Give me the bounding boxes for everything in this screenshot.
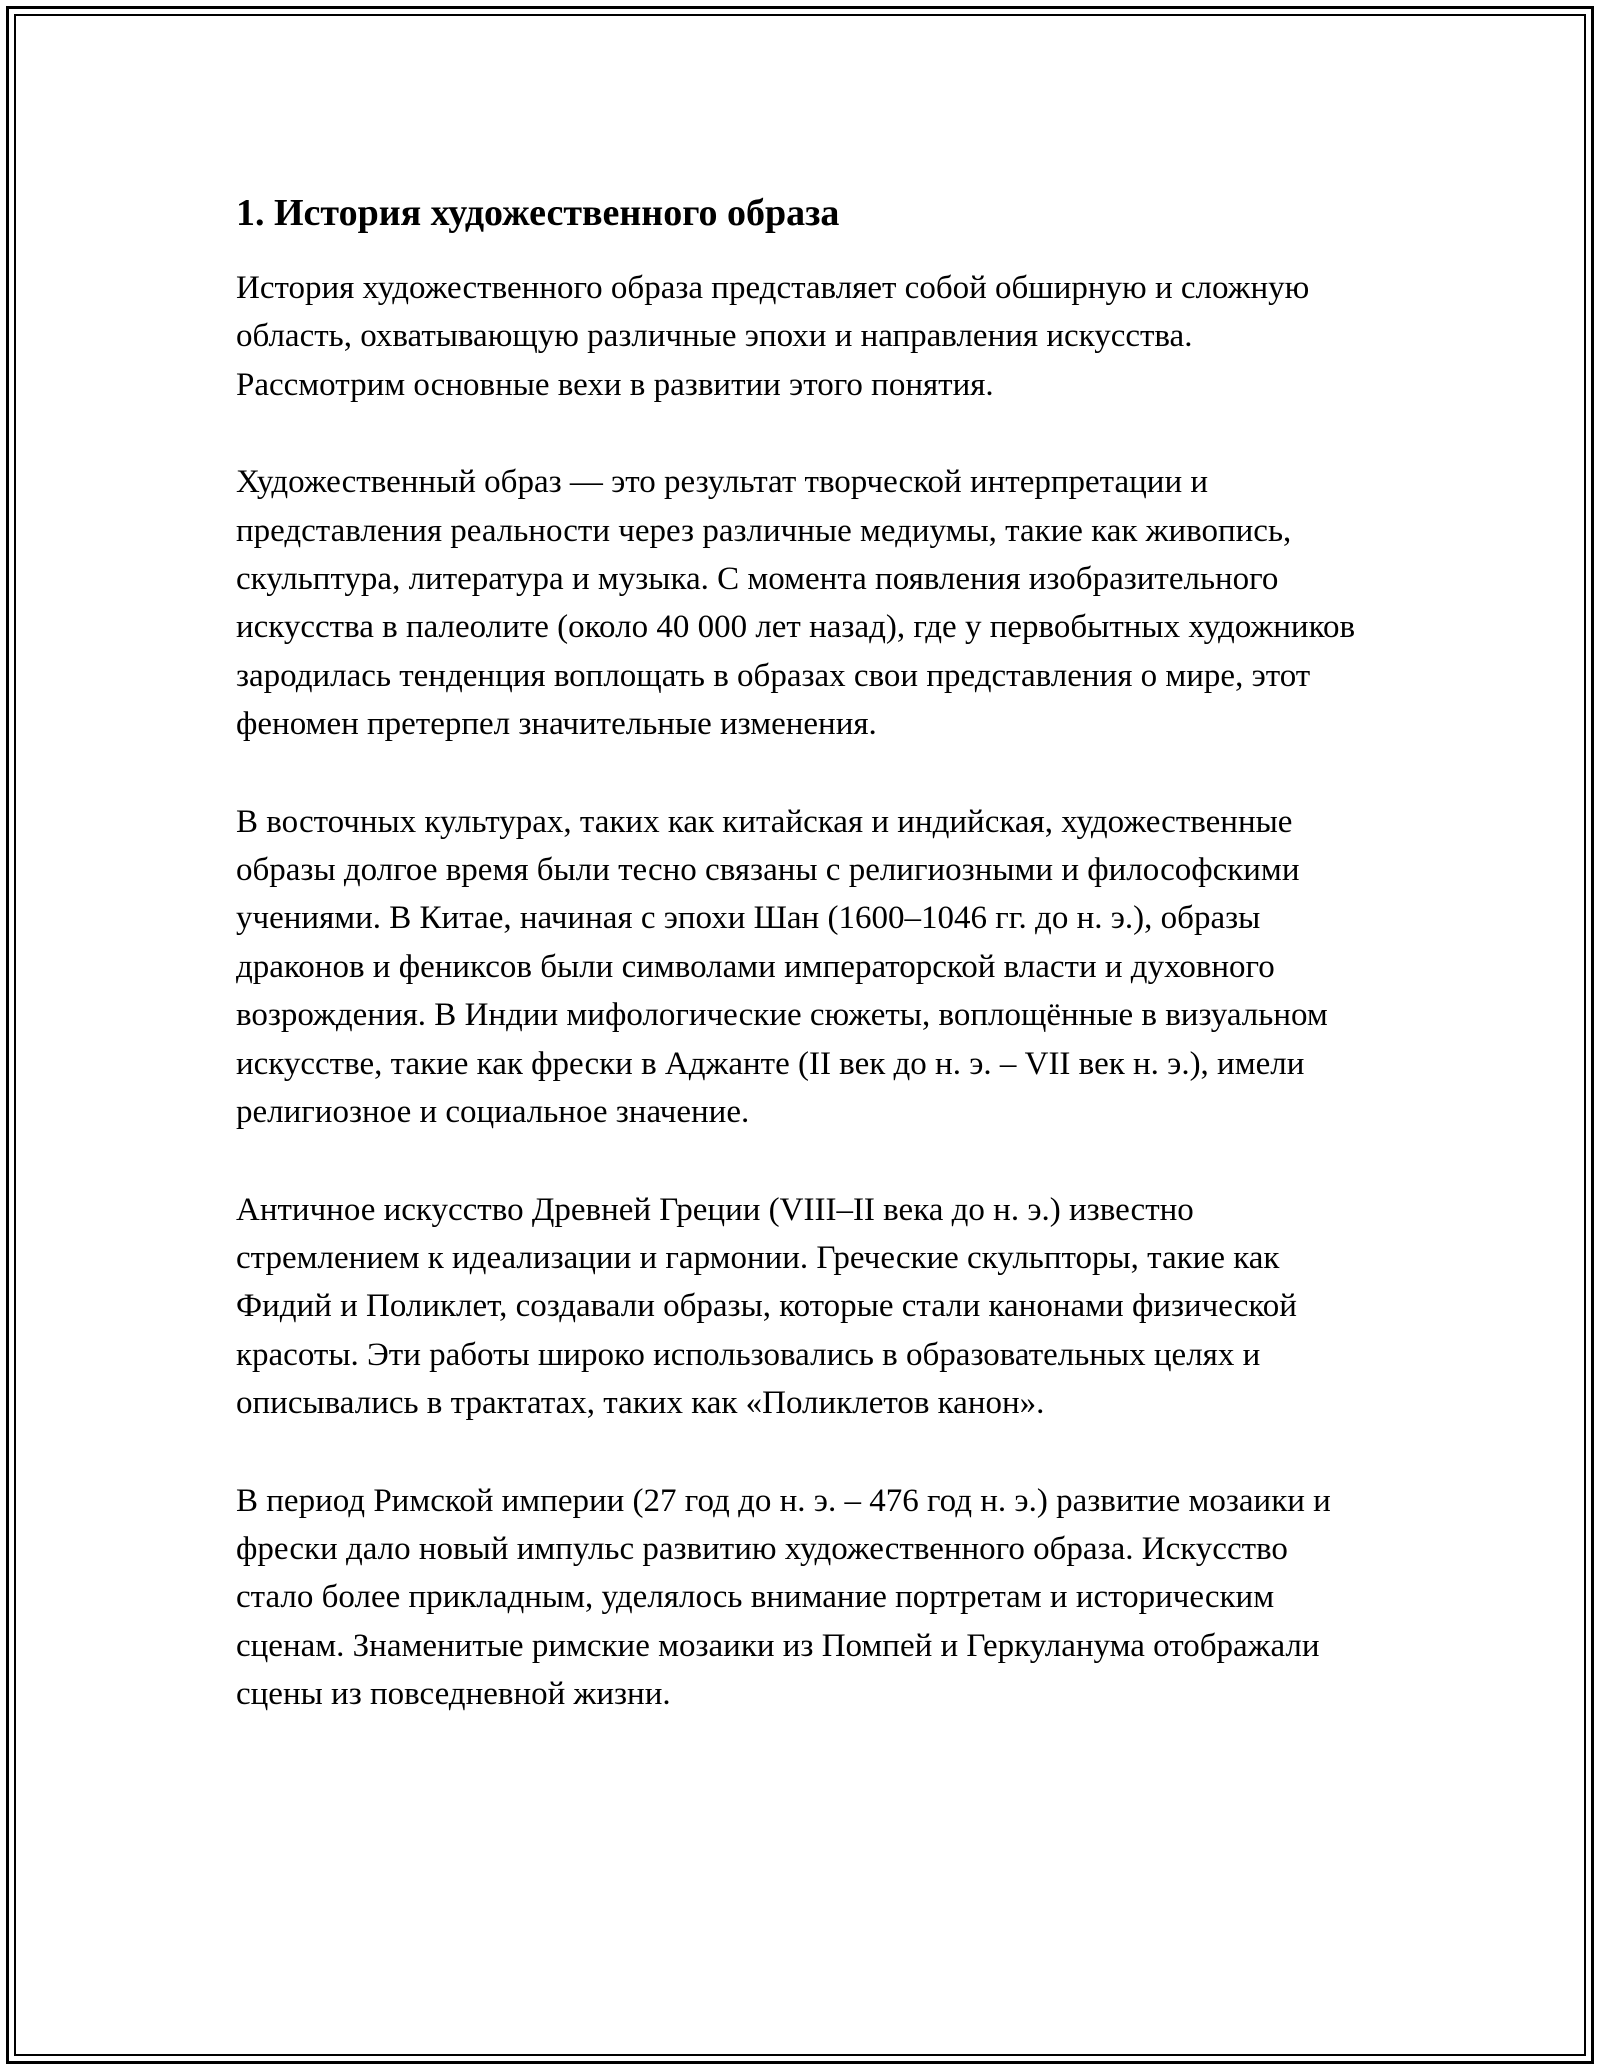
paragraph-intro: История художественного образа представляет собой обширную и сложную область, охватывающую различные эпохи и направления искусства. Рассмотрим основные вехи в развитии этого понятия. [236,270,1310,403]
paragraph-roman-empire: В период Римской империи (27 год до н. э. – 476 год н. э.) развитие мозаики и фрески дало новый импульс развитию художественного образа. Искусство стало более прикладным, уделялось внимание портретам и историческим сценам. Знаменитые римские мозаики из Помпей и Геркуланума отображали сцены из повседневной жизни. [236,1482,1331,1713]
paragraph-eastern-cultures: В восточных культурах, таких как китайская и индийская, художественные образы долгое время были тесно связаны с религиозными и философскими учениями. В Китае, начиная с эпохи Шан (1600–1046 гг. до н. э.), образы драконов и фениксов были символами императорской власти и духовного возрождения. В Индии мифологические сюжеты, воплощённые в визуальном искусстве, такие как фрески в Аджанте (II век до н. э. – VII век н. э.), имели религиозное и социальное значение. [236,803,1328,1131]
paragraph-definition: Художественный образ — это результат творческой интерпретации и представления реальности через различные медиумы, такие как живопись, скульптура, литература и музыка. С момента появления изобразительного искусства в палеолите (около 40 000 лет назад), где у первобытных художников зародилась тенденция воплощать в образах свои представления о мире, этот феномен претерпел значительные изменения. [236,464,1356,743]
section-heading: 1. История художественного образа [236,192,840,234]
document-body [236,186,1366,1768]
paragraph-ancient-greece: Античное искусство Древней Греции (VIII–II века до н. э.) известно стремлением к идеализации и гармонии. Греческие скульпторы, такие как Фидий и Поликлет, создавали образы, которые стали канонами физической красоты. Эти работы широко использовались в образовательных целях и описывались в трактатах, таких как «Поликлетов канон». [236,1191,1297,1422]
